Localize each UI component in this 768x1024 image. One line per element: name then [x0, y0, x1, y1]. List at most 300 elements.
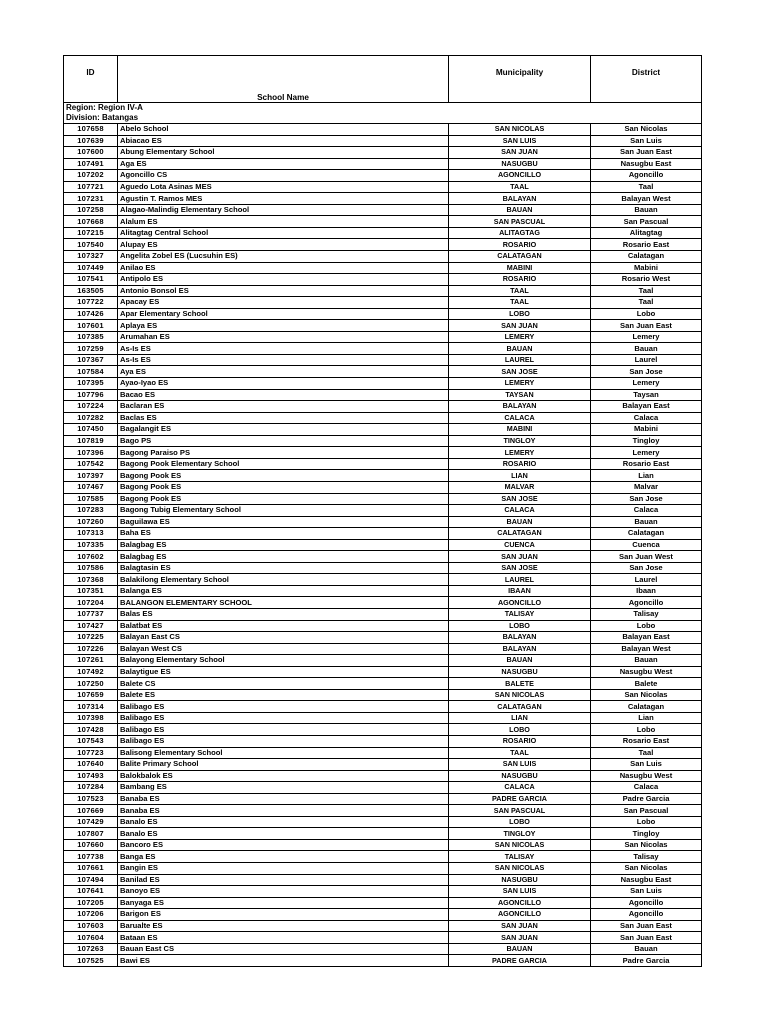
- cell-school-name: Balibago ES: [118, 735, 449, 747]
- cell-municipality: LAUREL: [449, 354, 591, 366]
- school-table: [63, 55, 702, 967]
- table-row: [64, 643, 702, 655]
- cell-id: 107385: [64, 331, 118, 343]
- cell-district: Laurel: [591, 354, 702, 366]
- cell-school-name: Apar Elementary School: [118, 308, 449, 320]
- table-row: [64, 251, 702, 263]
- table-row: [64, 551, 702, 563]
- cell-municipality: SAN NICOLAS: [449, 124, 591, 136]
- cell-district: Lobo: [591, 724, 702, 736]
- cell-municipality: BAUAN: [449, 516, 591, 528]
- cell-id: 107428: [64, 724, 118, 736]
- table-row: [64, 147, 702, 159]
- table-row: [64, 678, 702, 690]
- table-row: [64, 181, 702, 193]
- table-row: [64, 435, 702, 447]
- cell-school-name: Banaba ES: [118, 805, 449, 817]
- table-row: [64, 793, 702, 805]
- cell-school-name: Banalo ES: [118, 816, 449, 828]
- cell-id: 107585: [64, 493, 118, 505]
- cell-district: Balayan East: [591, 632, 702, 644]
- cell-id: 107284: [64, 782, 118, 794]
- table-row: [64, 943, 702, 955]
- cell-municipality: SAN JUAN: [449, 920, 591, 932]
- cell-school-name: Balagbag ES: [118, 539, 449, 551]
- cell-school-name: Bagong Pook Elementary School: [118, 458, 449, 470]
- cell-municipality: ALITAGTAG: [449, 227, 591, 239]
- cell-district: Calatagan: [591, 528, 702, 540]
- cell-district: Padre Garcia: [591, 793, 702, 805]
- header-municipality: Municipality: [449, 56, 591, 103]
- cell-school-name: Alagao-Malindig Elementary School: [118, 204, 449, 216]
- cell-district: San Jose: [591, 562, 702, 574]
- cell-municipality: NASUGBU: [449, 874, 591, 886]
- cell-municipality: CALATAGAN: [449, 701, 591, 713]
- cell-district: Talisay: [591, 608, 702, 620]
- cell-id: 107525: [64, 955, 118, 967]
- table-row: [64, 655, 702, 667]
- cell-district: Tingloy: [591, 435, 702, 447]
- table-row: [64, 158, 702, 170]
- cell-municipality: LOBO: [449, 816, 591, 828]
- cell-id: 107661: [64, 863, 118, 875]
- cell-municipality: AGONCILLO: [449, 897, 591, 909]
- cell-school-name: Bagong Pook ES: [118, 470, 449, 482]
- table-row: [64, 886, 702, 898]
- cell-id: 107396: [64, 447, 118, 459]
- cell-municipality: LAUREL: [449, 574, 591, 586]
- cell-id: 107205: [64, 897, 118, 909]
- table-row: [64, 516, 702, 528]
- table-row: [64, 759, 702, 771]
- cell-id: 107584: [64, 366, 118, 378]
- cell-id: 107737: [64, 608, 118, 620]
- cell-id: 107231: [64, 193, 118, 205]
- cell-school-name: Balibago ES: [118, 712, 449, 724]
- table-body: [64, 124, 702, 967]
- cell-id: 107351: [64, 585, 118, 597]
- cell-district: Rosario East: [591, 735, 702, 747]
- table-row: [64, 528, 702, 540]
- table-row: [64, 331, 702, 343]
- cell-school-name: Bangin ES: [118, 863, 449, 875]
- cell-school-name: Banalo ES: [118, 828, 449, 840]
- cell-district: Agoncillo: [591, 909, 702, 921]
- cell-municipality: SAN JOSE: [449, 562, 591, 574]
- cell-municipality: BAUAN: [449, 204, 591, 216]
- cell-school-name: Balayong Elementary School: [118, 655, 449, 667]
- cell-municipality: BAUAN: [449, 655, 591, 667]
- cell-municipality: AGONCILLO: [449, 909, 591, 921]
- cell-school-name: Bagong Tubig Elementary School: [118, 505, 449, 517]
- table-row: [64, 620, 702, 632]
- cell-id: 107427: [64, 620, 118, 632]
- cell-id: 107660: [64, 839, 118, 851]
- cell-school-name: Balayan East CS: [118, 632, 449, 644]
- cell-district: Lobo: [591, 620, 702, 632]
- cell-district: San Luis: [591, 759, 702, 771]
- cell-district: San Pascual: [591, 805, 702, 817]
- cell-school-name: Bagong Pook ES: [118, 493, 449, 505]
- cell-id: 107602: [64, 551, 118, 563]
- cell-id: 107658: [64, 124, 118, 136]
- table-row: [64, 389, 702, 401]
- cell-district: Bauan: [591, 204, 702, 216]
- cell-school-name: Bacao ES: [118, 389, 449, 401]
- header-district: District: [591, 56, 702, 103]
- cell-id: 107215: [64, 227, 118, 239]
- cell-id: 107263: [64, 943, 118, 955]
- table-row: [64, 343, 702, 355]
- cell-district: San Luis: [591, 886, 702, 898]
- cell-school-name: Antonio Bonsol ES: [118, 285, 449, 297]
- cell-municipality: TAAL: [449, 297, 591, 309]
- cell-id: 107335: [64, 539, 118, 551]
- table-row: [64, 378, 702, 390]
- table-row: [64, 204, 702, 216]
- cell-district: Mabini: [591, 424, 702, 436]
- cell-school-name: Balatbat ES: [118, 620, 449, 632]
- cell-municipality: NASUGBU: [449, 770, 591, 782]
- school-list-sheet: [63, 55, 701, 967]
- cell-municipality: MABINI: [449, 424, 591, 436]
- cell-id: 107492: [64, 666, 118, 678]
- cell-district: Taal: [591, 285, 702, 297]
- cell-school-name: Abelo School: [118, 124, 449, 136]
- cell-id: 107542: [64, 458, 118, 470]
- cell-municipality: SAN PASCUAL: [449, 805, 591, 817]
- cell-id: 107523: [64, 793, 118, 805]
- cell-id: 107398: [64, 712, 118, 724]
- table-row: [64, 747, 702, 759]
- cell-school-name: Aga ES: [118, 158, 449, 170]
- cell-school-name: Balokbalok ES: [118, 770, 449, 782]
- table-row: [64, 735, 702, 747]
- table-row: [64, 712, 702, 724]
- cell-id: 107258: [64, 204, 118, 216]
- table-row: [64, 481, 702, 493]
- table-row: [64, 170, 702, 182]
- cell-id: 107260: [64, 516, 118, 528]
- cell-municipality: TAAL: [449, 285, 591, 297]
- cell-district: Agoncillo: [591, 897, 702, 909]
- cell-school-name: Banoyo ES: [118, 886, 449, 898]
- cell-school-name: Abung Elementary School: [118, 147, 449, 159]
- table-row: [64, 724, 702, 736]
- cell-municipality: NASUGBU: [449, 666, 591, 678]
- cell-district: Bauan: [591, 943, 702, 955]
- cell-municipality: TAYSAN: [449, 389, 591, 401]
- cell-district: Agoncillo: [591, 170, 702, 182]
- cell-school-name: Agustin T. Ramos MES: [118, 193, 449, 205]
- cell-municipality: AGONCILLO: [449, 170, 591, 182]
- cell-id: 107604: [64, 932, 118, 944]
- cell-school-name: As-Is ES: [118, 354, 449, 366]
- table-row: [64, 285, 702, 297]
- cell-school-name: BALANGON ELEMENTARY SCHOOL: [118, 597, 449, 609]
- cell-municipality: LIAN: [449, 712, 591, 724]
- cell-school-name: Baha ES: [118, 528, 449, 540]
- cell-school-name: Bawi ES: [118, 955, 449, 967]
- cell-district: Nasugbu West: [591, 770, 702, 782]
- table-row: [64, 308, 702, 320]
- cell-district: Calaca: [591, 412, 702, 424]
- table-row: [64, 401, 702, 413]
- cell-id: 107449: [64, 262, 118, 274]
- cell-id: 107467: [64, 481, 118, 493]
- cell-municipality: PADRE GARCIA: [449, 955, 591, 967]
- cell-district: San Nicolas: [591, 124, 702, 136]
- cell-id: 107738: [64, 851, 118, 863]
- cell-id: 107202: [64, 170, 118, 182]
- cell-school-name: Alitagtag Central School: [118, 227, 449, 239]
- table-row: [64, 262, 702, 274]
- cell-school-name: Apacay ES: [118, 297, 449, 309]
- cell-municipality: BALETE: [449, 678, 591, 690]
- cell-municipality: LEMERY: [449, 447, 591, 459]
- cell-municipality: ROSARIO: [449, 239, 591, 251]
- cell-id: 107722: [64, 297, 118, 309]
- cell-id: 107429: [64, 816, 118, 828]
- table-row: [64, 863, 702, 875]
- region-label: Region: Region IV-A: [64, 103, 702, 114]
- cell-school-name: Balisong Elementary School: [118, 747, 449, 759]
- cell-municipality: SAN PASCUAL: [449, 216, 591, 228]
- cell-district: San Pascual: [591, 216, 702, 228]
- cell-school-name: Bancoro ES: [118, 839, 449, 851]
- cell-municipality: CALATAGAN: [449, 251, 591, 263]
- table-row: [64, 135, 702, 147]
- cell-district: Lian: [591, 470, 702, 482]
- cell-school-name: Balayan West CS: [118, 643, 449, 655]
- cell-municipality: LOBO: [449, 620, 591, 632]
- cell-id: 107541: [64, 274, 118, 286]
- cell-municipality: SAN NICOLAS: [449, 689, 591, 701]
- cell-district: Padre Garcia: [591, 955, 702, 967]
- cell-id: 107261: [64, 655, 118, 667]
- cell-school-name: Balibago ES: [118, 724, 449, 736]
- cell-id: 107721: [64, 181, 118, 193]
- cell-municipality: AGONCILLO: [449, 597, 591, 609]
- table-row: [64, 909, 702, 921]
- cell-district: San Nicolas: [591, 863, 702, 875]
- table-row: [64, 632, 702, 644]
- cell-school-name: Banga ES: [118, 851, 449, 863]
- table-row: [64, 805, 702, 817]
- cell-district: Calatagan: [591, 251, 702, 263]
- cell-municipality: TINGLOY: [449, 435, 591, 447]
- cell-id: 107603: [64, 920, 118, 932]
- cell-municipality: BALAYAN: [449, 401, 591, 413]
- cell-school-name: Balagbag ES: [118, 551, 449, 563]
- cell-school-name: Balakilong Elementary School: [118, 574, 449, 586]
- cell-municipality: BALAYAN: [449, 643, 591, 655]
- header-id: ID: [64, 56, 118, 103]
- cell-school-name: Bagong Pook ES: [118, 481, 449, 493]
- cell-municipality: SAN JOSE: [449, 366, 591, 378]
- cell-municipality: BAUAN: [449, 943, 591, 955]
- cell-municipality: BAUAN: [449, 343, 591, 355]
- cell-school-name: Abiacao ES: [118, 135, 449, 147]
- cell-municipality: CUENCA: [449, 539, 591, 551]
- cell-id: 107668: [64, 216, 118, 228]
- cell-municipality: LEMERY: [449, 331, 591, 343]
- cell-municipality: LIAN: [449, 470, 591, 482]
- cell-district: Taal: [591, 747, 702, 759]
- cell-school-name: Balete CS: [118, 678, 449, 690]
- cell-municipality: MABINI: [449, 262, 591, 274]
- cell-id: 107819: [64, 435, 118, 447]
- cell-id: 107494: [64, 874, 118, 886]
- cell-school-name: Aya ES: [118, 366, 449, 378]
- cell-district: Balayan West: [591, 643, 702, 655]
- cell-id: 107723: [64, 747, 118, 759]
- cell-id: 107493: [64, 770, 118, 782]
- cell-school-name: Barigon ES: [118, 909, 449, 921]
- table-row: [64, 955, 702, 967]
- cell-district: San Juan East: [591, 932, 702, 944]
- cell-municipality: TINGLOY: [449, 828, 591, 840]
- cell-id: 107586: [64, 562, 118, 574]
- cell-district: San Juan East: [591, 147, 702, 159]
- table-row: [64, 124, 702, 136]
- cell-municipality: SAN NICOLAS: [449, 839, 591, 851]
- cell-id: 107601: [64, 320, 118, 332]
- table-row: [64, 816, 702, 828]
- cell-school-name: Bagong Paraiso PS: [118, 447, 449, 459]
- cell-id: 107395: [64, 378, 118, 390]
- cell-school-name: Baclaran ES: [118, 401, 449, 413]
- cell-school-name: Antipolo ES: [118, 274, 449, 286]
- cell-district: Taysan: [591, 389, 702, 401]
- table-info: [64, 103, 702, 124]
- cell-municipality: CALATAGAN: [449, 528, 591, 540]
- cell-municipality: TAAL: [449, 747, 591, 759]
- table-row: [64, 689, 702, 701]
- cell-school-name: Balas ES: [118, 608, 449, 620]
- cell-district: San Nicolas: [591, 839, 702, 851]
- cell-municipality: SAN JUAN: [449, 320, 591, 332]
- cell-district: Bauan: [591, 343, 702, 355]
- cell-id: 107226: [64, 643, 118, 655]
- table-row: [64, 297, 702, 309]
- table-row: [64, 920, 702, 932]
- cell-id: 107450: [64, 424, 118, 436]
- cell-school-name: Ayao-Iyao ES: [118, 378, 449, 390]
- cell-id: 107313: [64, 528, 118, 540]
- cell-id: 107224: [64, 401, 118, 413]
- cell-school-name: Balaytigue ES: [118, 666, 449, 678]
- cell-district: Malvar: [591, 481, 702, 493]
- cell-district: Alitagtag: [591, 227, 702, 239]
- table-row: [64, 320, 702, 332]
- cell-id: 107543: [64, 735, 118, 747]
- cell-school-name: Balibago ES: [118, 701, 449, 713]
- cell-district: Balayan East: [591, 401, 702, 413]
- cell-id: 107639: [64, 135, 118, 147]
- cell-district: Calatagan: [591, 701, 702, 713]
- table-row: [64, 597, 702, 609]
- table-row: [64, 851, 702, 863]
- table-row: [64, 458, 702, 470]
- cell-municipality: NASUGBU: [449, 158, 591, 170]
- cell-school-name: Arumahan ES: [118, 331, 449, 343]
- cell-id: 107225: [64, 632, 118, 644]
- cell-id: 107659: [64, 689, 118, 701]
- table-row: [64, 782, 702, 794]
- cell-municipality: TAAL: [449, 181, 591, 193]
- table-row: [64, 216, 702, 228]
- cell-district: Calaca: [591, 782, 702, 794]
- cell-municipality: SAN JUAN: [449, 551, 591, 563]
- cell-municipality: TALISAY: [449, 608, 591, 620]
- cell-district: Nasugbu East: [591, 874, 702, 886]
- table-row: [64, 666, 702, 678]
- cell-school-name: Alalum ES: [118, 216, 449, 228]
- cell-school-name: Bambang ES: [118, 782, 449, 794]
- cell-school-name: Anilao ES: [118, 262, 449, 274]
- cell-municipality: TALISAY: [449, 851, 591, 863]
- header-school-name: School Name: [118, 56, 449, 103]
- cell-district: Tingloy: [591, 828, 702, 840]
- cell-id: 107641: [64, 886, 118, 898]
- table-row: [64, 193, 702, 205]
- cell-school-name: Balagtasin ES: [118, 562, 449, 574]
- table-row: [64, 839, 702, 851]
- cell-school-name: Baguilawa ES: [118, 516, 449, 528]
- cell-district: Ibaan: [591, 585, 702, 597]
- cell-district: Lobo: [591, 308, 702, 320]
- cell-id: 107204: [64, 597, 118, 609]
- cell-id: 107426: [64, 308, 118, 320]
- cell-municipality: CALACA: [449, 412, 591, 424]
- table-row: [64, 562, 702, 574]
- cell-id: 107540: [64, 239, 118, 251]
- table-row: [64, 354, 702, 366]
- cell-municipality: LOBO: [449, 724, 591, 736]
- cell-school-name: Banilad ES: [118, 874, 449, 886]
- cell-district: Rosario West: [591, 274, 702, 286]
- cell-school-name: Balanga ES: [118, 585, 449, 597]
- cell-school-name: Barualte ES: [118, 920, 449, 932]
- cell-district: Nasugbu East: [591, 158, 702, 170]
- cell-municipality: IBAAN: [449, 585, 591, 597]
- table-row: [64, 539, 702, 551]
- table-row: [64, 701, 702, 713]
- cell-district: Balete: [591, 678, 702, 690]
- cell-school-name: Banaba ES: [118, 793, 449, 805]
- cell-district: Lemery: [591, 331, 702, 343]
- cell-municipality: SAN NICOLAS: [449, 863, 591, 875]
- cell-municipality: PADRE GARCIA: [449, 793, 591, 805]
- cell-school-name: Baclas ES: [118, 412, 449, 424]
- cell-district: Bauan: [591, 516, 702, 528]
- cell-id: 107368: [64, 574, 118, 586]
- cell-district: Lian: [591, 712, 702, 724]
- cell-id: 107807: [64, 828, 118, 840]
- cell-id: 107397: [64, 470, 118, 482]
- table-row: [64, 828, 702, 840]
- cell-district: San Nicolas: [591, 689, 702, 701]
- cell-municipality: SAN JOSE: [449, 493, 591, 505]
- cell-school-name: Angelita Zobel ES (Lucsuhin ES): [118, 251, 449, 263]
- cell-municipality: CALACA: [449, 505, 591, 517]
- cell-school-name: As-Is ES: [118, 343, 449, 355]
- cell-id: 107282: [64, 412, 118, 424]
- cell-district: San Jose: [591, 366, 702, 378]
- cell-school-name: Bagalangit ES: [118, 424, 449, 436]
- cell-id: 107283: [64, 505, 118, 517]
